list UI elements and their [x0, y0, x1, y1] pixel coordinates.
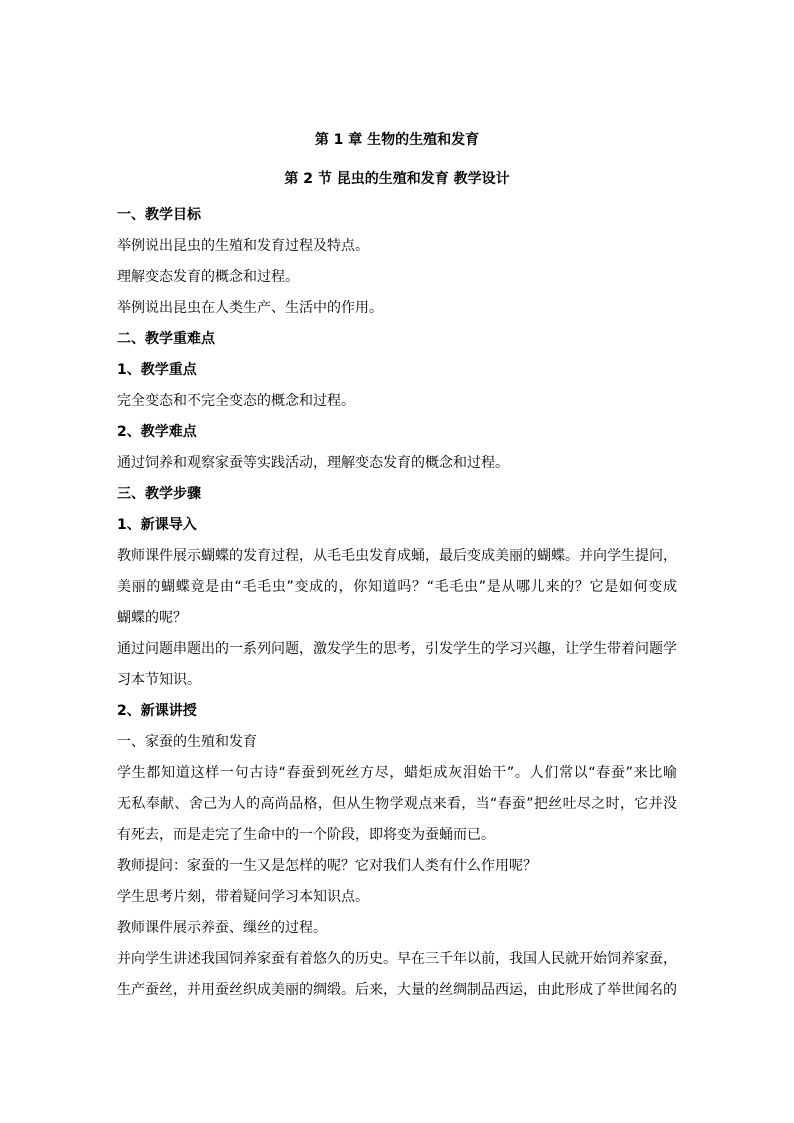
section-title: 第 2 节 昆虫的生殖和发育 教学设计: [284, 171, 510, 187]
paragraph-line: 无私奉献、舍己为人的高尚品格，但从生物学观点来看，当“春蚕”把丝吐尽之时，它并没: [117, 796, 677, 812]
focus-heading: 1、教学重点: [117, 362, 197, 378]
goal-item: 理解变态发育的概念和过程。: [117, 269, 299, 285]
goal-item: 举例说出昆虫在人类生产、生活中的作用。: [117, 300, 383, 316]
paragraph-line: 教师课件展示蝴蝶的发育过程，从毛毛虫发育成蛹，最后变成美丽的蝴蝶。并向学生提问，: [117, 548, 677, 564]
paragraph-line: 有死去，而是走完了生命中的一个阶段，即将变为蚕蛹而已。: [117, 827, 495, 843]
paragraph-line: 通过问题串题出的一系列问题，激发学生的思考，引发学生的学习兴趣，让学生带着问题学: [117, 641, 677, 657]
paragraph-line: 学生都知道这样一句古诗“春蚕到死丝方尽，蜡炬成灰泪始干”。人们常以“春蚕”来比喻: [117, 765, 677, 781]
difficulty-heading: 2、教学难点: [117, 424, 197, 440]
difficulty-text: 通过饲养和观察家蚕等实践活动，理解变态发育的概念和过程。: [117, 455, 509, 471]
goals-heading: 一、教学目标: [117, 207, 201, 223]
paragraph-line: 美丽的蝴蝶竟是由“毛毛虫”变成的，你知道吗？“毛毛虫”是从哪儿来的？它是如何变成: [117, 579, 677, 595]
student-think: 学生思考片刻，带着疑问学习本知识点。: [117, 889, 369, 905]
focus-text: 完全变态和不完全变态的概念和过程。: [117, 393, 355, 409]
teacher-show: 教师课件展示养蚕、缫丝的过程。: [117, 920, 327, 936]
paragraph-line: 并向学生讲述我国饲养家蚕有着悠久的历史。早在三千年以前，我国人民就开始饲养家蚕，: [117, 951, 677, 967]
intro-heading: 1、新课导入: [117, 517, 197, 533]
paragraph-line: 生产蚕丝，并用蚕丝织成美丽的绸缎。后来，大量的丝绸制品西运，由此形成了举世闻名的: [117, 982, 677, 998]
goal-item: 举例说出昆虫的生殖和发育过程及特点。: [117, 238, 369, 254]
paragraph-line: 蝴蝶的呢？: [117, 610, 187, 626]
silkworm-heading: 一、家蚕的生殖和发育: [117, 734, 257, 750]
steps-heading: 三、教学步骤: [117, 486, 201, 502]
chapter-title: 第 1 章 生物的生殖和发育: [314, 132, 480, 148]
paragraph-line: 习本节知识。: [117, 672, 201, 688]
teacher-question: 教师提问：家蚕的一生又是怎样的呢？它对我们人类有什么作用呢？: [117, 858, 537, 874]
key-points-heading: 二、教学重难点: [117, 331, 215, 347]
lecture-heading: 2、新课讲授: [117, 703, 197, 719]
